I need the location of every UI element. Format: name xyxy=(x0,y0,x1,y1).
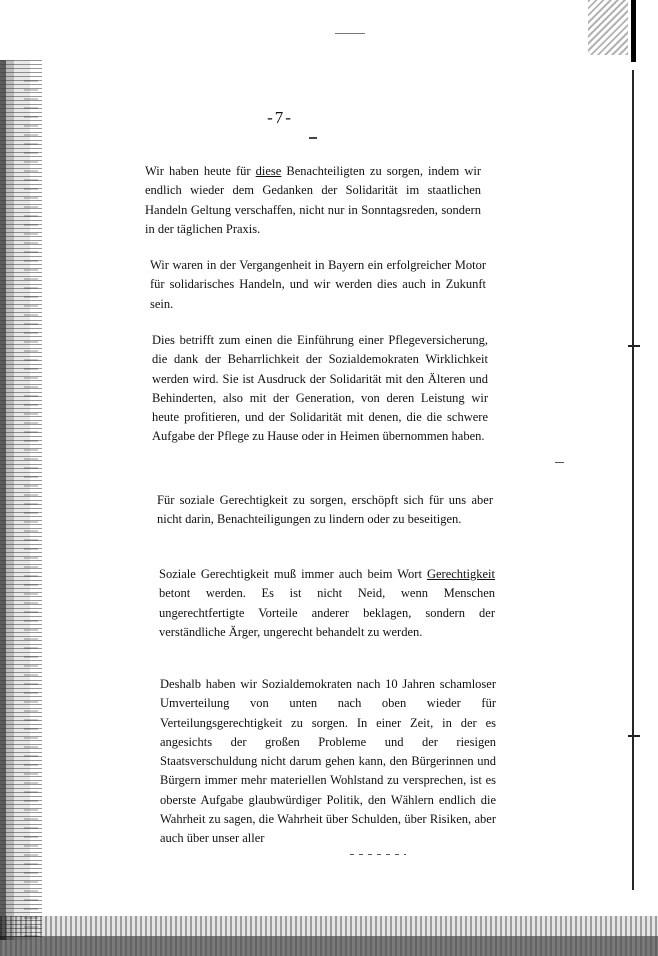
scan-mark xyxy=(350,854,406,855)
scan-tick xyxy=(628,345,640,347)
paragraph-5: Soziale Gerechtigkeit muß immer auch beim Wort Gerechtigkeit betont werden. Es ist nicht Neid, wenn Menschen ungerechtfertigte Vorteile anderer beklagen, sondern der verständliche Ärger, ungerecht behandelt zu werden. xyxy=(159,567,495,639)
paragraph-4: Für soziale Gerechtigkeit zu sorgen, erschöpft sich für uns aber nicht darin, Benachteiligungen zu lindern oder zu beseitigen. xyxy=(157,493,493,527)
paragraph-6: Deshalb haben wir Sozialdemokraten nach 10 Jahren schamloser Umverteilung von unten nach oben wieder für Verteilungsgerechtigkeit zu sorgen. In einer Zeit, in der es angesichts der großen Probleme und der riesigen Staatsverschuldung nicht darum gehen kann, den Bürgerinnen und Bürgern immer mehr materiellen Wohlstand zu versprechen, ist es oberste Aufgabe glaubwürdiger Politik, den Wählern endlich die Wahrheit zu sagen, die Wahrheit über Schulden, über Risiken, aber auch über unser aller xyxy=(160,677,496,846)
scan-mark xyxy=(309,137,317,139)
scan-edge-bottom xyxy=(0,916,658,956)
scan-line-right xyxy=(632,70,634,890)
scan-noise-corner xyxy=(588,0,628,55)
page-number: -7- xyxy=(267,108,293,127)
paragraph-2: Wir waren in der Vergangenheit in Bayern ein erfolgreicher Motor für solidarisches Handeln, und wir werden dies auch in Zukunft sein. xyxy=(150,258,486,311)
scan-tick xyxy=(628,735,640,737)
underlined-word: Gerechtigkeit xyxy=(426,567,495,581)
underlined-word: diese xyxy=(255,164,282,178)
scan-bar-right xyxy=(631,0,636,62)
scan-mark xyxy=(555,462,564,463)
scan-noise-left xyxy=(24,80,38,940)
paragraph-3: Dies betrifft zum einen die Einführung einer Pflegeversicherung, die dank der Beharrlichkeit der Sozialdemokraten Wirklichkeit werden wird. Sie ist Ausdruck der Solidarität mit den Älteren und Behinderten, also mit der Generation, von deren Leistung wir heute profitieren, und der Solidarität mit denen, die die schwere Aufgabe der Pflege zu Hause oder in Heimen übernommen haben. xyxy=(152,333,488,444)
paragraph-1: Wir haben heute für diese Benachteiligten zu sorgen, indem wir endlich wieder dem Gedanken der Solidarität im staatlichen Handeln Geltung verschaffen, nicht nur in Sonntagsreden, sondern in der täglichen Praxis. xyxy=(145,164,481,236)
scan-mark xyxy=(335,33,365,34)
